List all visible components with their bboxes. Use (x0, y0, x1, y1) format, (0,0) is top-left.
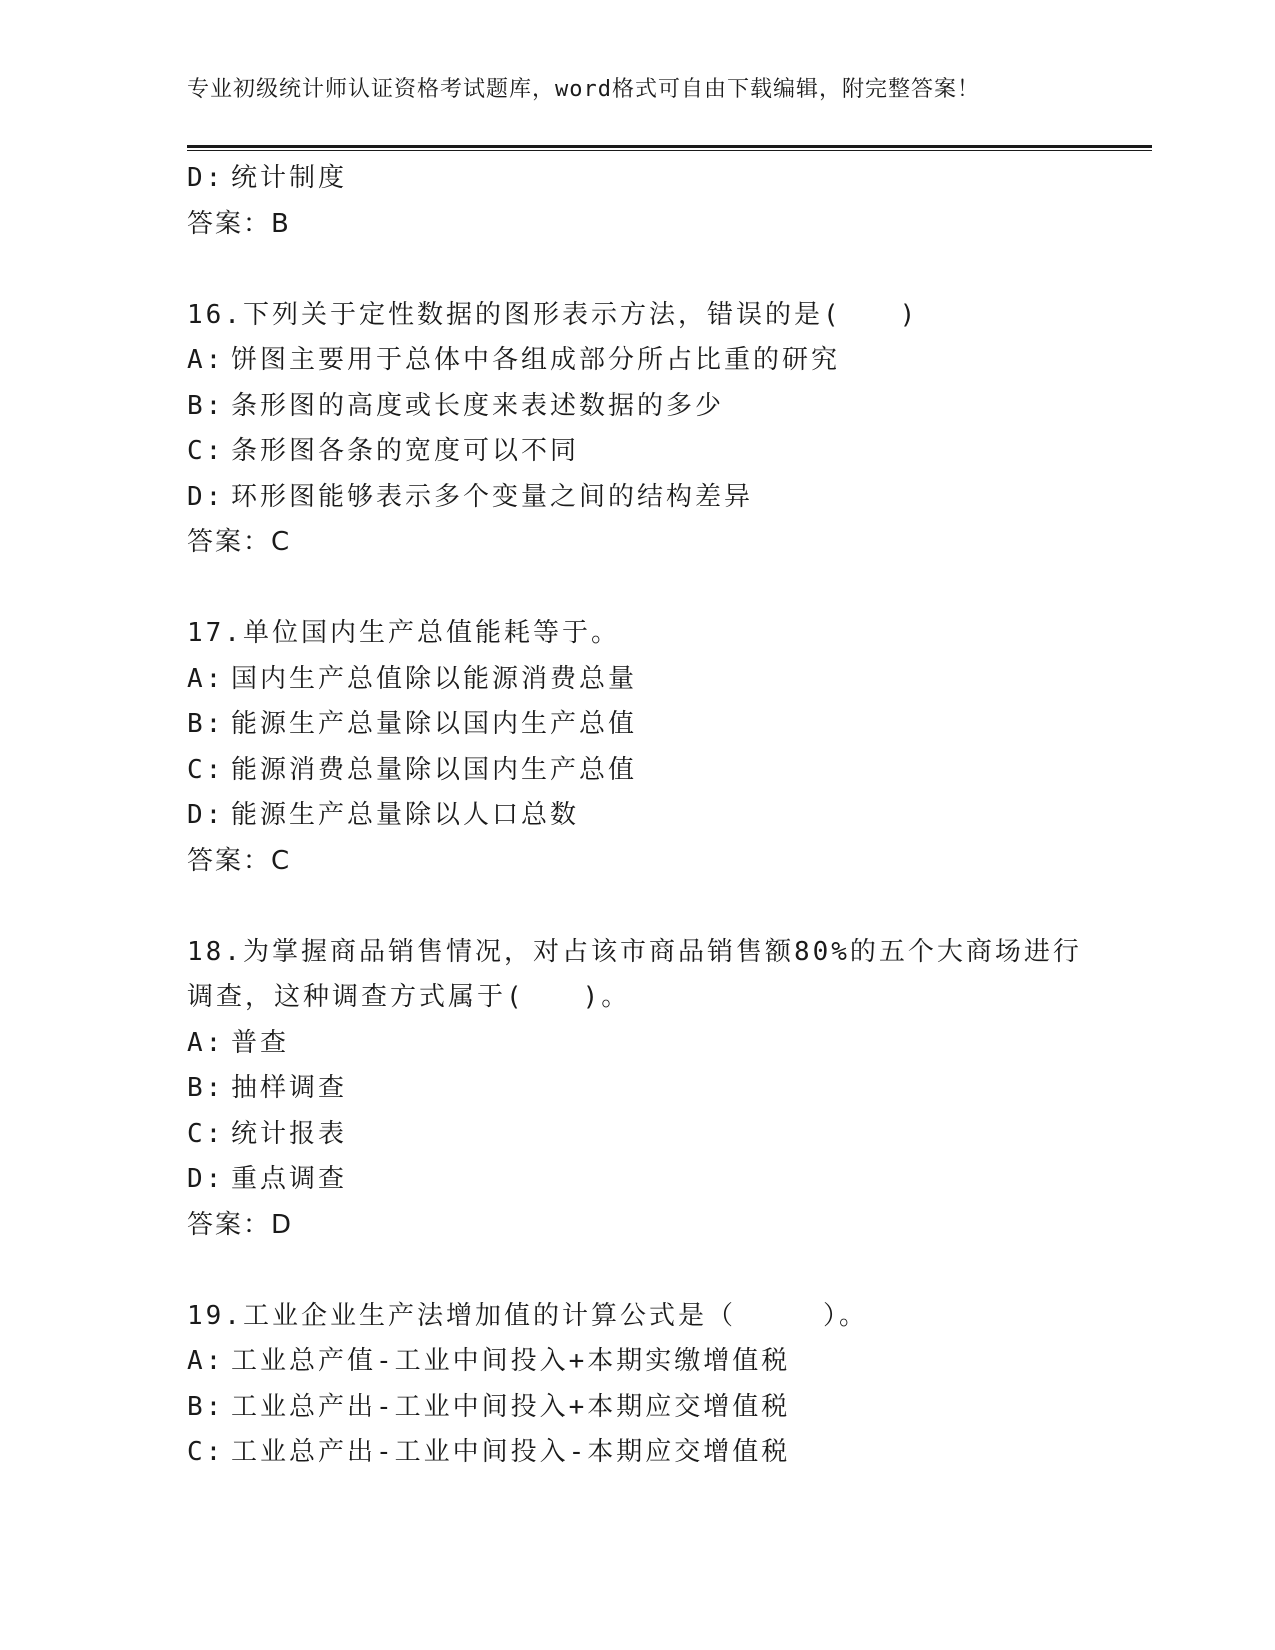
spacer (187, 247, 1147, 293)
option-text: 环形图能够表示多个变量之间的结构差异 (231, 481, 754, 512)
option-text: 普查 (231, 1027, 290, 1058)
option-label: C: (187, 1118, 225, 1149)
option-line (187, 429, 1147, 475)
answer-line: 答案：D (187, 1209, 294, 1240)
option-text: 工业总产出-工业中间投入-本期应交增值税 (231, 1437, 791, 1467)
option-text: 统计报表 (231, 1118, 348, 1149)
option-line (187, 1021, 1147, 1067)
option-label: D: (187, 800, 225, 830)
option-line (187, 1066, 1147, 1112)
option-line (187, 475, 1147, 521)
answer-line: 答案：C (187, 527, 292, 557)
option-text: 条形图的高度或长度来表述数据的多少 (231, 390, 725, 421)
option-line (187, 1339, 1147, 1385)
option-label: B: (187, 1073, 225, 1103)
option-label: D: (187, 1164, 225, 1194)
option-text: 能源生产总量除以人口总数 (231, 800, 580, 830)
spacer (187, 884, 1147, 930)
option-line (187, 1157, 1147, 1203)
spacer (187, 1248, 1147, 1294)
answer-line: 答案：B (187, 208, 291, 239)
option-line (187, 657, 1147, 703)
option-text: 能源生产总量除以国内生产总值 (231, 709, 638, 739)
option-label: C: (187, 754, 225, 785)
option-label: A: (187, 1027, 225, 1058)
option-text: 重点调查 (231, 1164, 348, 1194)
option-label: C: (187, 436, 225, 466)
option-line (187, 156, 1147, 202)
option-text: 能源消费总量除以国内生产总值 (231, 754, 638, 785)
option-text: 工业总产值-工业中间投入+本期实缴增值税 (231, 1346, 791, 1376)
option-line (187, 384, 1147, 430)
option-line (187, 793, 1147, 839)
option-line (187, 338, 1147, 384)
question-stem-continued: 调查，这种调查方式属于( )。 (187, 982, 631, 1012)
option-label: A: (187, 663, 225, 694)
spacer (187, 566, 1147, 612)
option-line (187, 748, 1147, 794)
question-stem: 17.单位国内生产总值能耗等于。 (187, 618, 620, 648)
header-divider (187, 145, 1152, 148)
option-label: A: (187, 345, 225, 375)
option-label: B: (187, 1391, 225, 1422)
option-text: 抽样调查 (231, 1073, 348, 1103)
option-label: A: (187, 1346, 225, 1376)
option-label: C: (187, 1437, 225, 1467)
option-line (187, 1385, 1147, 1431)
question-stem: 16.下列关于定性数据的图形表示方法，错误的是( ) (187, 299, 919, 330)
question-stem: 19.工业企业生产法增加值的计算公式是（ ）。 (187, 1300, 868, 1331)
question-stem: 18.为掌握商品销售情况，对占该市商品销售额80%的五个大商场进行 (187, 936, 1082, 967)
page-header-title: 专业初级统计师认证资格考试题库，word格式可自由下载编辑，附完整答案！ (187, 77, 980, 102)
option-text: 条形图各条的宽度可以不同 (231, 436, 580, 466)
answer-line: 答案：C (187, 845, 292, 876)
option-label: D: (187, 163, 225, 193)
option-label: B: (187, 390, 225, 421)
option-label: B: (187, 709, 225, 739)
option-text: 统计制度 (231, 163, 348, 193)
option-text: 国内生产总值除以能源消费总量 (231, 663, 638, 694)
option-text: 饼图主要用于总体中各组成部分所占比重的研究 (231, 345, 841, 375)
question-content (187, 156, 1147, 1476)
option-line (187, 1430, 1147, 1476)
option-line (187, 702, 1147, 748)
option-text: 工业总产出-工业中间投入+本期应交增值税 (231, 1391, 791, 1422)
option-label: D: (187, 481, 225, 512)
option-line (187, 1112, 1147, 1158)
